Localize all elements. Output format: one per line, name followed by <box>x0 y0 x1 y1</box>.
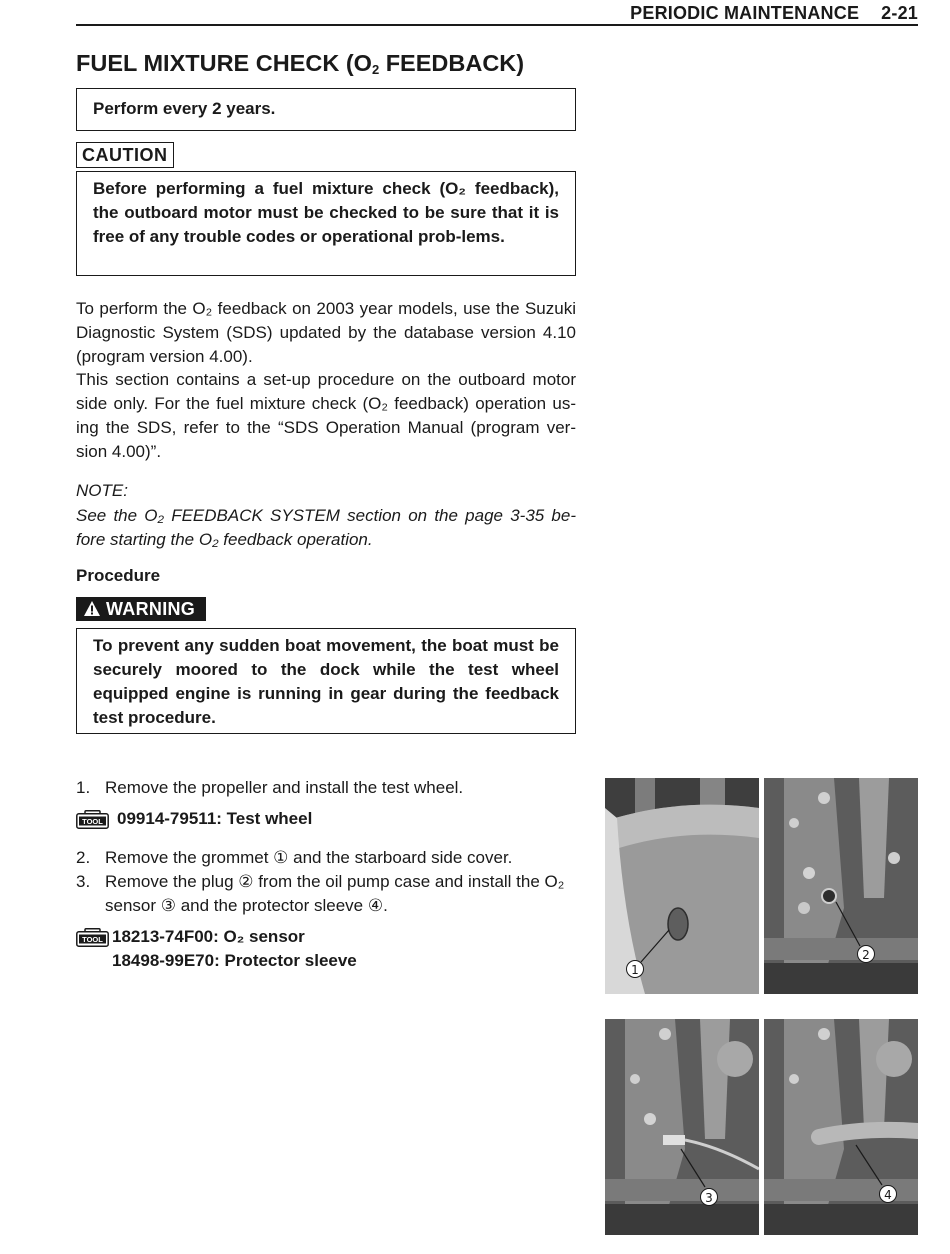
step-text: Remove the propeller and install the test wheel. <box>105 778 464 797</box>
interval-box <box>76 88 576 131</box>
warning-label-text: WARNING <box>106 599 196 619</box>
caution-box <box>76 171 576 276</box>
intro-paragraph-2: This section contains a set-up procedure on the outboard motor side only. For the fuel mixture check (O₂ feedback) operation us-ing the SDS, refer to the “SDS Operation Manual (program ver-sion 4.00)”. <box>76 370 576 461</box>
step-number: 3. <box>76 872 91 891</box>
note-label: NOTE: <box>76 481 128 500</box>
step-text: Remove the grommet ① and the starboard side cover. <box>105 848 513 867</box>
list-item <box>76 870 576 918</box>
tool-part-number: 09914-79511: Test wheel <box>117 809 313 828</box>
list-item <box>76 846 576 870</box>
note-text: See the O₂ FEEDBACK SYSTEM section on the page 3-35 be-fore starting the O₂ feedback operation. <box>76 506 576 549</box>
svg-text:1: 1 <box>631 963 639 977</box>
svg-text:3: 3 <box>705 1191 713 1205</box>
photo-protector-sleeve <box>764 1019 918 1235</box>
svg-text:TOOL: TOOL <box>82 935 103 944</box>
toolbox-icon <box>76 928 109 947</box>
warning-text: To prevent any sudden boat movement, the boat must be securely moored to the dock while the test wheel equipped engine is running in gear during the feedback test procedure. <box>93 636 559 727</box>
intro-text <box>76 297 576 464</box>
page-title: FUEL MIXTURE CHECK ($O_2$ FEEDBACK) <box>76 50 525 77</box>
photo-plug <box>764 778 918 994</box>
svg-text:2: 2 <box>862 948 870 962</box>
header-rule <box>76 24 918 26</box>
svg-text:TOOL: TOOL <box>82 817 103 826</box>
photo-grommet <box>605 778 759 994</box>
page-number: 2-21 <box>881 3 918 23</box>
tool-part-number: 18213-74F00: O₂ sensor <box>112 927 305 946</box>
intro-paragraph-1: To perform the O₂ feedback on 2003 year models, use the Suzuki Diagnostic System (SDS) updated by the database version 4.10 (program version 4.00). <box>76 299 576 366</box>
toolbox-icon <box>76 810 109 829</box>
photo-o2-sensor <box>605 1019 759 1235</box>
tool-part-number: 18498-99E70: Protector sleeve <box>112 951 357 970</box>
running-header <box>630 3 918 24</box>
warning-label <box>76 597 206 621</box>
caution-text: Before performing a fuel mixture check (O₂ feedback), the outboard motor must be checked to be sure that it is free of any trouble codes or operational prob-lems. <box>93 179 559 246</box>
step-text: Remove the plug ② from the oil pump case and install the O₂ sensor ③ and the protector sleeve ④. <box>105 872 565 915</box>
interval-text: Perform every 2 years. <box>93 99 276 118</box>
caution-label: CAUTION <box>76 142 174 168</box>
list-item <box>76 776 576 800</box>
warning-box <box>76 628 576 734</box>
step-number: 2. <box>76 848 91 867</box>
header-section-title: PERIODIC MAINTENANCE <box>630 3 860 23</box>
svg-text:4: 4 <box>884 1188 892 1202</box>
step-number: 1. <box>76 778 91 797</box>
procedure-heading: Procedure <box>76 566 161 585</box>
warning-triangle-icon <box>83 600 101 617</box>
